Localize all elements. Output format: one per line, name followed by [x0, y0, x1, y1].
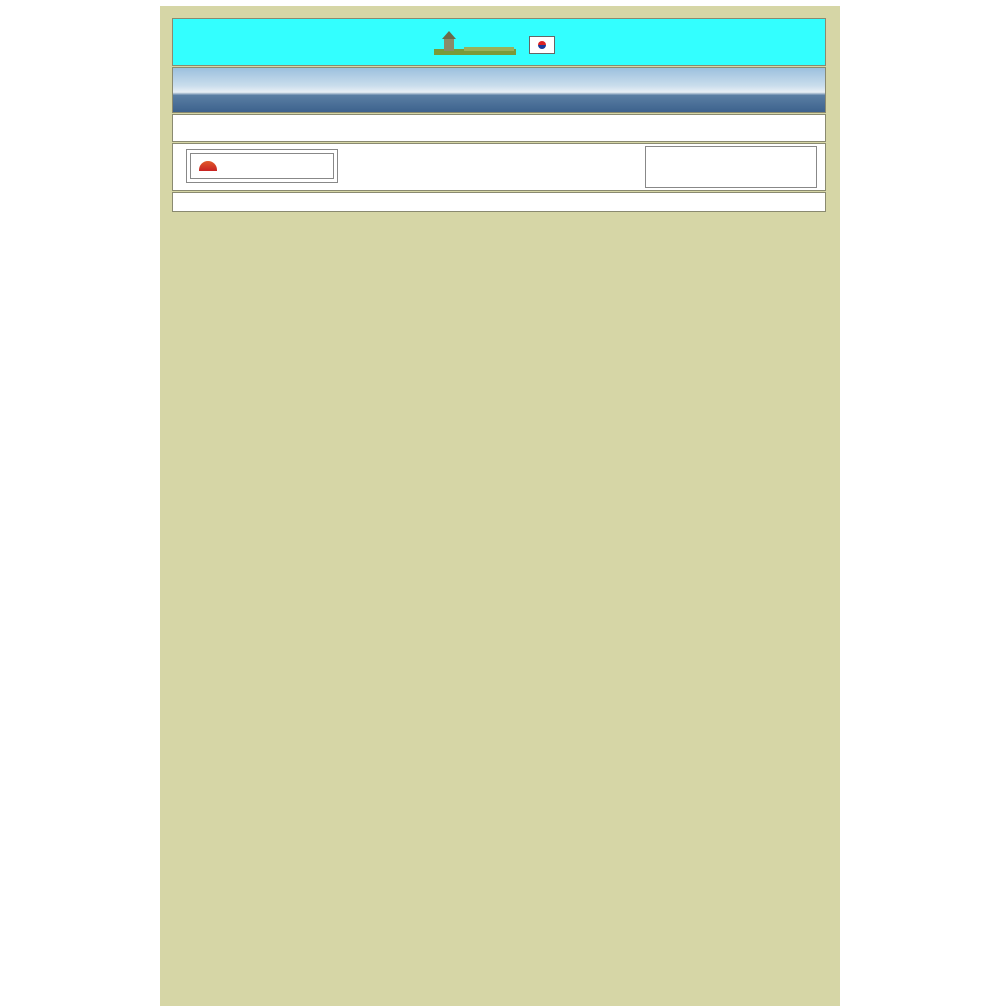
nav-row — [172, 143, 826, 191]
subtitle-note — [172, 192, 826, 212]
korea-flag-icon — [529, 36, 555, 54]
restaurant-link[interactable] — [381, 158, 397, 172]
happy-info-link[interactable] — [186, 149, 338, 183]
site-header — [172, 18, 826, 66]
landscape-banner — [172, 67, 826, 113]
sunrise-icon — [199, 161, 217, 171]
photo-restore-link[interactable] — [645, 146, 817, 188]
page-frame — [160, 6, 840, 1006]
landscape-logo-icon — [434, 31, 516, 59]
page-title-box — [172, 114, 826, 142]
